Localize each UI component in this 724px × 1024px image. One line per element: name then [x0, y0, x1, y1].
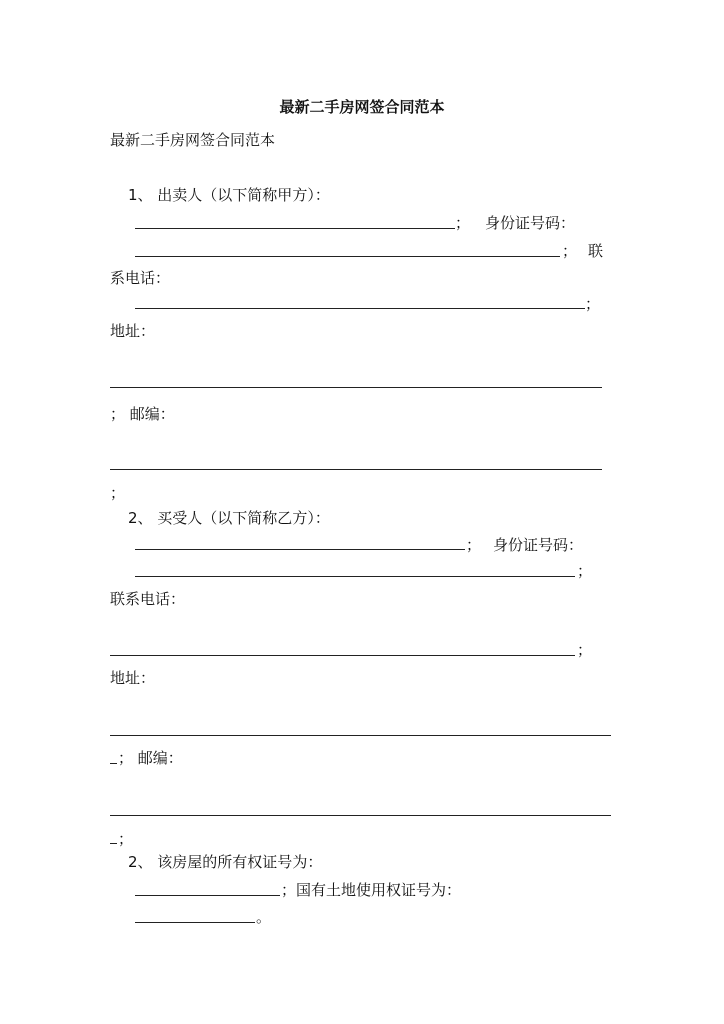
buyer-heading: 2、 买受人（以下简称乙方）： — [128, 509, 330, 527]
document-subtitle: 最新二手房网签合同范本 — [110, 131, 276, 149]
seller-id-blank[interactable] — [135, 256, 560, 257]
buyer-address-tail — [110, 763, 117, 764]
buyer-id-blank[interactable] — [135, 576, 575, 577]
buyer-id-semicolon: ； — [577, 562, 593, 580]
buyer-postcode-tail — [110, 843, 117, 844]
seller-contact-label-end: 系电话： — [110, 269, 171, 287]
buyer-phone-blank[interactable] — [110, 655, 575, 656]
buyer-postcode-blank[interactable] — [110, 815, 611, 816]
property-heading: 2、 该房屋的所有权证号为： — [128, 853, 323, 871]
seller-postcode-blank[interactable] — [110, 469, 602, 470]
buyer-postcode-semicolon: ； — [118, 830, 134, 848]
seller-address-blank[interactable] — [110, 387, 602, 388]
seller-name-semicolon: ； — [455, 214, 471, 232]
seller-id-label: 身份证号码： — [485, 214, 576, 232]
seller-phone-semicolon: ； — [585, 295, 601, 313]
buyer-postcode-label: ； 邮编： — [118, 749, 183, 767]
land-cert-label: ；国有土地使用权证号为： — [281, 881, 462, 899]
seller-phone-blank[interactable] — [135, 308, 585, 309]
seller-name-blank[interactable] — [135, 228, 455, 229]
buyer-contact-label: 联系电话： — [110, 590, 186, 608]
seller-postcode-label: ； 邮编： — [110, 405, 175, 423]
buyer-address-label: 地址： — [110, 669, 156, 687]
ownership-cert-blank[interactable] — [135, 895, 280, 896]
buyer-address-blank[interactable] — [110, 735, 611, 736]
seller-id-semicolon: ； — [562, 242, 578, 260]
buyer-name-semicolon: ； — [466, 536, 482, 554]
seller-heading: 1、 出卖人（以下简称甲方）： — [128, 186, 330, 204]
document-title: 最新二手房网签合同范本 — [279, 98, 445, 116]
buyer-id-label: 身份证号码： — [493, 536, 584, 554]
land-cert-blank[interactable] — [135, 922, 255, 923]
seller-contact-label-start: 联 — [588, 242, 604, 260]
land-cert-end-mark: 。 — [256, 908, 272, 926]
buyer-phone-semicolon: ； — [577, 641, 593, 659]
buyer-name-blank[interactable] — [135, 549, 465, 550]
seller-address-label: 地址： — [110, 322, 156, 340]
seller-postcode-semicolon: ； — [110, 484, 126, 502]
